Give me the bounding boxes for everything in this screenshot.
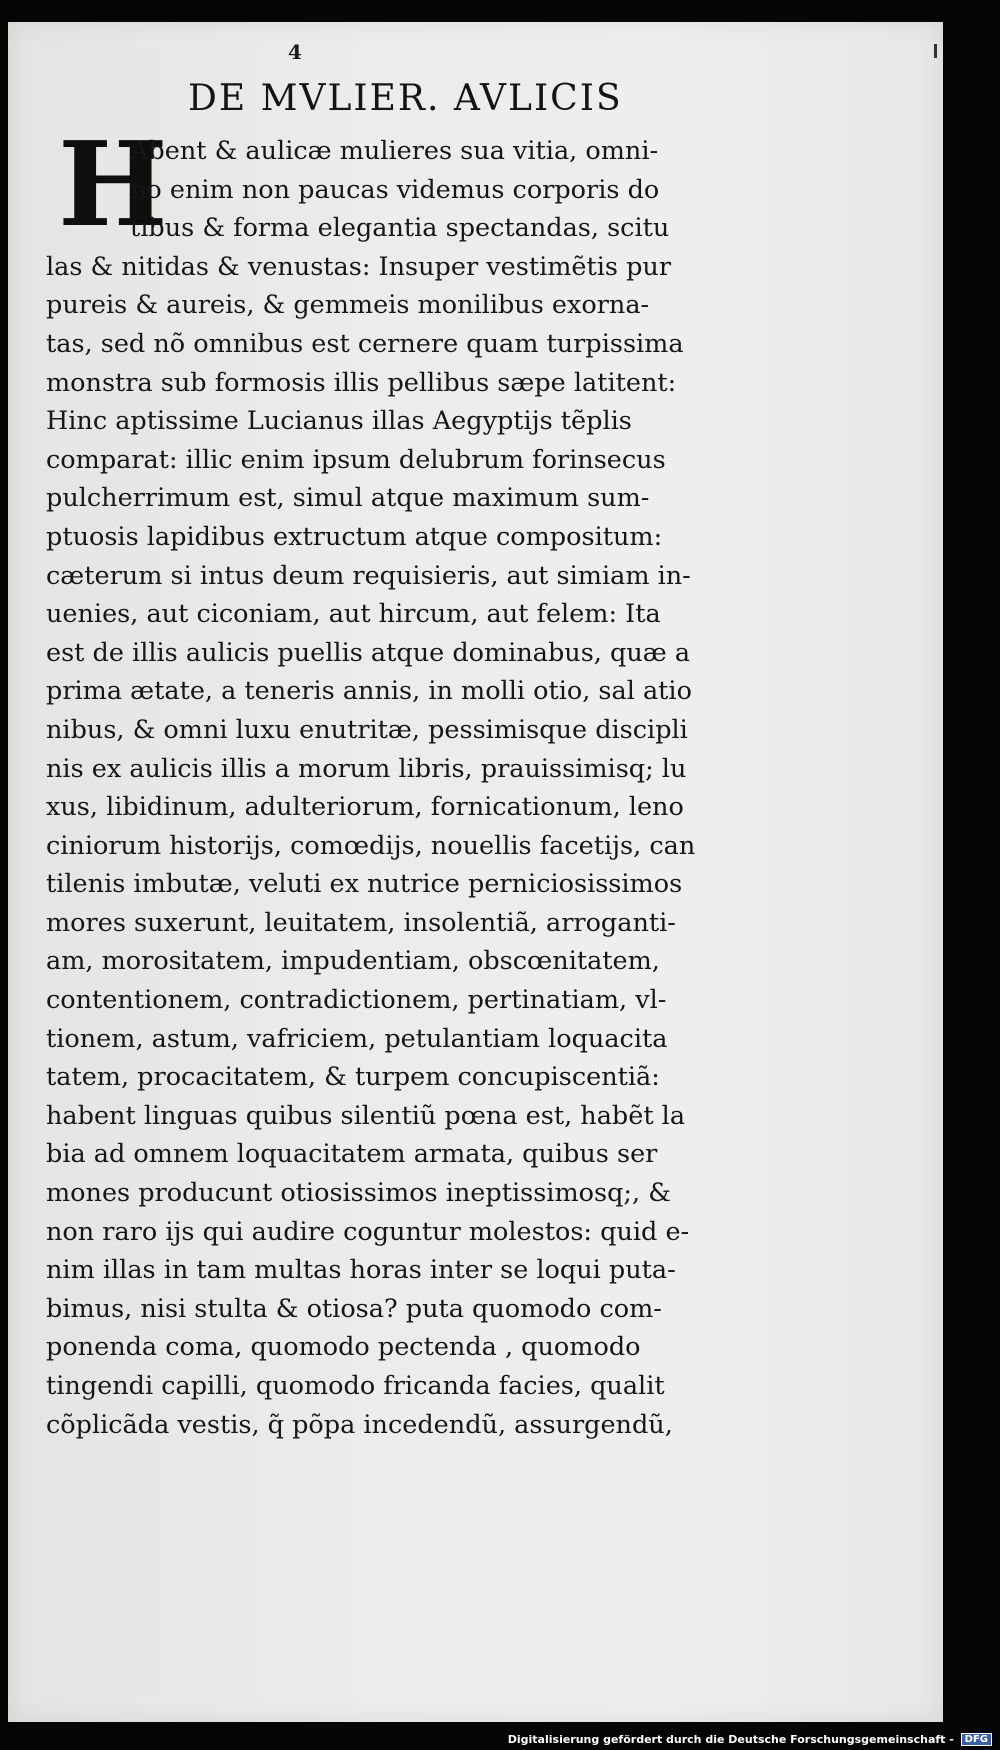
body-text	[46, 117, 846, 1444]
text-line: cõplicãda vestis, q̃ põpa incedendũ, assurgendũ,	[46, 1409, 673, 1440]
text-line: nibus, & omni luxu enutritæ, pessimisque discipli	[46, 714, 688, 745]
text-line: non raro ijs qui audire coguntur molestos: quid e-	[46, 1216, 690, 1247]
text-line: tingendi capilli, quomodo fricanda facies, qualit	[46, 1371, 665, 1401]
text-line: tionem, astum, vafriciem, petulantiam loquacita	[46, 1023, 668, 1054]
text-line: uenies, aut ciconiam, aut hircum, aut felem: Ita	[46, 599, 661, 630]
text-line: tilenis imbutæ, veluti ex nutrice perniciosissimos	[46, 869, 683, 900]
text-line: comparat: illic enim ipsum delubrum forinsecus	[46, 444, 666, 475]
text-line: Hinc aptissime Lucianus illas Aegyptijs tẽplis	[46, 406, 632, 437]
text-line: mores suxerunt, leuitatem, insolentiã, arroganti-	[46, 907, 676, 938]
text-line: Abent & aulicæ mulieres sua vitia, omni-	[130, 136, 659, 166]
text-line: pulcherrimum est, simul atque maximum sum-	[46, 483, 650, 514]
text-line: tatem, procacitatem, & turpem concupiscentiã:	[46, 1062, 660, 1093]
page-edge-mark	[934, 44, 937, 58]
text-line: habent linguas quibus silentiũ pœna est, habẽt la	[46, 1100, 686, 1131]
text-line: bimus, nisi stulta & otiosa? puta quomodo com-	[46, 1293, 662, 1324]
text-line: bia ad omnem loquacitatem armata, quibus ser	[46, 1139, 658, 1170]
text-line: cæterum si intus deum requisieris, aut simiam in-	[46, 560, 691, 591]
text-line: am, morositatem, impudentiam, obscœnitatem,	[46, 946, 660, 977]
digitization-credit	[508, 1733, 992, 1747]
text-line: est de illis aulicis puellis atque dominabus, quæ a	[46, 637, 691, 668]
credit-text: Digitalisierung gefördert durch die Deutsche Forschungsgemeinschaft -	[507, 1732, 954, 1746]
text-line: nim illas in tam multas horas inter se loqui puta-	[46, 1255, 676, 1286]
text-line: pureis & aureis, & gemmeis monilibus exorna-	[46, 290, 650, 321]
text-line: tibus & forma elegantia spectandas, scitu	[130, 213, 670, 244]
text-line: tas, sed nõ omnibus est cernere quam turpissima	[46, 328, 684, 359]
text-line: contentionem, contradictionem, pertinatiam, vl-	[46, 985, 667, 1016]
page-number: 4	[288, 40, 302, 64]
text-line: monstra sub formosis illis pellibus sæpe latitent:	[46, 367, 677, 398]
text-line: xus, libidinum, adulteriorum, fornicationum, leno	[46, 792, 684, 823]
running-head: DE MVLIER. AVLICIS	[188, 78, 623, 119]
text-line: ponenda coma, quomodo pectenda , quomodo	[46, 1332, 641, 1363]
text-line: las & nitidas & venustas: Insuper vestimẽtis pur	[46, 251, 672, 282]
dfg-logo-icon: DFG	[961, 1733, 992, 1746]
text-line: ptuosis lapidibus extructum atque compositum:	[46, 521, 663, 552]
text-line: mones producunt otiosissimos ineptissimosq;, &	[46, 1178, 671, 1209]
text-line: ciniorum historijs, comœdijs, nouellis facetijs, can	[46, 830, 696, 861]
text-line: no enim non paucas videmus corporis do	[130, 174, 660, 205]
text-line: nis ex aulicis illis a morum libris, prauissimisq; lu	[46, 753, 687, 784]
drop-cap-initial: H	[58, 117, 168, 253]
text-line: prima ætate, a teneris annis, in molli otio, sal atio	[46, 676, 692, 707]
